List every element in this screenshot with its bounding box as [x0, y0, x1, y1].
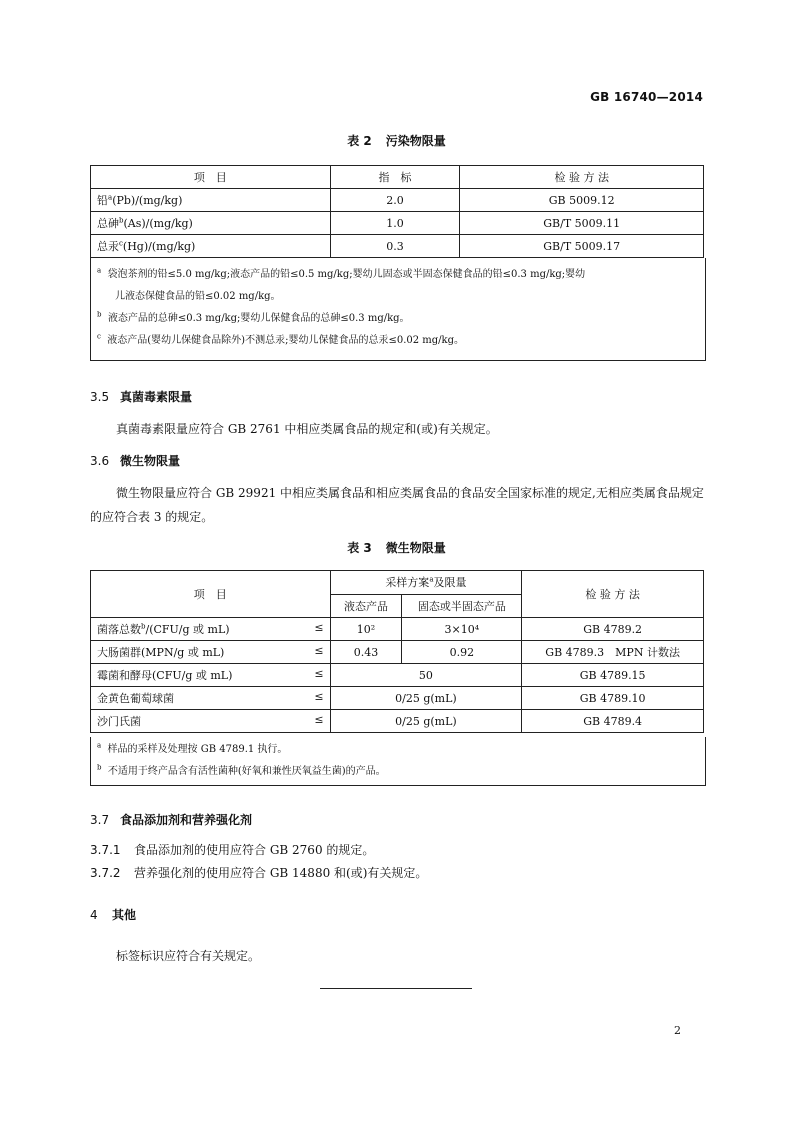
table-row [91, 189, 704, 212]
table-header-row [91, 166, 704, 189]
item-cell: 菌落总数$^b$/(CFU/g 或 mL) ≤ [91, 618, 331, 641]
standard-number: GB 16740—2014 [590, 90, 703, 104]
table-3-title: 微生物限量 [385, 541, 446, 555]
liquid-cell: 10² [330, 618, 402, 641]
item-cell: 总砷$^b$(As)/(mg/kg) [91, 212, 331, 235]
table-row [91, 710, 704, 733]
table-2-notes [90, 258, 706, 361]
solid-cell: 0.92 [402, 641, 522, 664]
clause-3-7-2: 3.7.2 营养强化剂的使用应符合 GB 14880 和(或)有关规定。 [90, 866, 428, 880]
value-cell: 0.3 [330, 235, 460, 258]
method-cell: GB 5009.12 [460, 189, 704, 212]
header-item: 项 目 [91, 571, 331, 618]
microbial-limits-table [90, 570, 704, 733]
item-cell: 金黄色葡萄球菌 ≤ [91, 687, 331, 710]
table-3-notes [90, 737, 706, 786]
page-number: 2 [674, 1024, 681, 1037]
footnote: $^c$ 液态产品(婴幼儿保健食品除外)不测总汞;婴幼儿保健食品的总汞≤0.02 mg/kg。 [97, 332, 464, 346]
table-3-caption [0, 539, 793, 556]
item-cell: 总汞$^c$(Hg)/(mg/kg) [91, 235, 331, 258]
solid-cell: 3×10⁴ [402, 618, 522, 641]
table-header-row [91, 571, 704, 595]
section-heading-4: 4 其他 [90, 908, 137, 922]
footnote: $^a$ 袋泡茶剂的铅≤5.0 mg/kg;液态产品的铅≤0.5 mg/kg;婴幼儿固态或半固态保健食品的铅≤0.3 mg/kg;婴幼 [97, 266, 586, 280]
item-cell: 大肠菌群(MPN/g 或 mL) ≤ [91, 641, 331, 664]
section-body-3-5: 真菌毒素限量应符合 GB 2761 中相应类属食品的规定和(或)有关规定。 [116, 422, 498, 436]
header-solid: 固态或半固态产品 [402, 594, 522, 618]
table-row [91, 687, 704, 710]
table-2-title: 污染物限量 [385, 134, 446, 148]
item-cell: 铅$^a$(Pb)/(mg/kg) [91, 189, 331, 212]
limit-cell: 0/25 g(mL) [330, 710, 522, 733]
method-cell: GB 4789.2 [522, 618, 704, 641]
section-heading-3-7: 3.7 食品添加剂和营养强化剂 [90, 813, 253, 827]
item-cell: 霉菌和酵母(CFU/g 或 mL) ≤ [91, 664, 331, 687]
header-item: 项 目 [91, 166, 331, 189]
table-3-number: 表 3 [347, 541, 372, 555]
item-cell: 沙门氏菌 ≤ [91, 710, 331, 733]
footnote: $^b$ 液态产品的总砷≤0.3 mg/kg;婴幼儿保健食品的总砷≤0.3 mg/kg。 [97, 310, 410, 324]
end-rule [320, 988, 472, 989]
header-method: 检 验 方 法 [460, 166, 704, 189]
limit-cell: 0/25 g(mL) [330, 687, 522, 710]
limit-cell: 50 [330, 664, 522, 687]
footnote: $^a$ 样品的采样及处理按 GB 4789.1 执行。 [97, 741, 288, 755]
liquid-cell: 0.43 [330, 641, 402, 664]
table-2-number: 表 2 [347, 134, 372, 148]
table-row [91, 664, 704, 687]
table-row [91, 618, 704, 641]
method-cell: GB 4789.10 [522, 687, 704, 710]
value-cell: 1.0 [330, 212, 460, 235]
header-method: 检 验 方 法 [522, 571, 704, 618]
method-cell: GB/T 5009.11 [460, 212, 704, 235]
method-cell: GB 4789.4 [522, 710, 704, 733]
footnote: $^b$ 不适用于终产品含有活性菌种(好氧和兼性厌氧益生菌)的产品。 [97, 763, 386, 777]
section-body-3-6: 微生物限量应符合 GB 29921 中相应类属食品和相应类属食品的食品安全国家标准的规定,无相应类属食品规定的应符合表 3 的规定。 [90, 486, 704, 524]
method-cell: GB 4789.3 MPN 计数法 [522, 641, 704, 664]
method-cell: GB/T 5009.17 [460, 235, 704, 258]
header-liquid: 液态产品 [330, 594, 402, 618]
clause-3-7-1: 3.7.1 食品添加剂的使用应符合 GB 2760 的规定。 [90, 843, 375, 857]
table-row [91, 235, 704, 258]
section-heading-3-6: 3.6 微生物限量 [90, 454, 181, 468]
table-row [91, 641, 704, 664]
contaminant-limits-table [90, 165, 704, 258]
table-2-caption [0, 132, 793, 149]
header-sampling-plan: 采样方案$^a$及限量 [330, 571, 522, 595]
header-indicator: 指 标 [330, 166, 460, 189]
method-cell: GB 4789.15 [522, 664, 704, 687]
table-row [91, 212, 704, 235]
section-body-4: 标签标识应符合有关规定。 [116, 949, 261, 963]
section-heading-3-5: 3.5 真菌毒素限量 [90, 390, 193, 404]
footnote-continuation: 儿液态保健食品的铅≤0.02 mg/kg。 [115, 291, 281, 302]
value-cell: 2.0 [330, 189, 460, 212]
